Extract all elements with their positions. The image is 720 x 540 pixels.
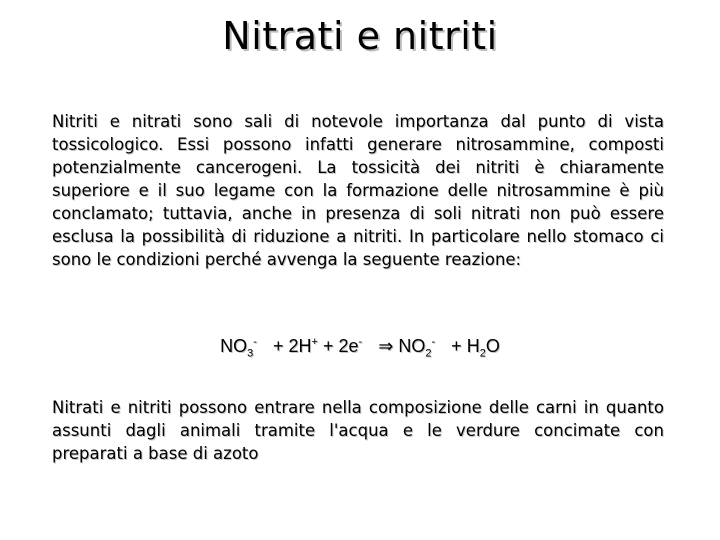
intro-paragraph: Nitriti e nitrati sono sali di notevole importanza dal punto di vista tossicologico. Essi possono infatti generare nitrosammine, composti potenzialmente cancerogeni. La tossicità dei nitriti è chiaramente superiore e il suo legame con la formazione delle nitrosammine è più conclamato; tuttavia, anche in presenza di soli nitrati non può essere esclusa la possibilità di riduzione a nitriti. In particolare nello stomaco ci sono le condizioni perché avvenga la seguente reazione:	[52, 112, 664, 269]
proton-formula: 2H+	[288, 336, 318, 356]
plus-sign: +	[322, 336, 334, 356]
reaction-arrow-icon: ⇒	[378, 336, 394, 357]
plus-sign: +	[451, 336, 462, 356]
nitrate-formula: $NO_3^-$	[220, 336, 257, 360]
plus-sign: +	[272, 336, 284, 356]
reaction-equation	[0, 336, 720, 360]
water-formula: $H_2O$	[466, 336, 500, 360]
closing-paragraph: Nitrati e nitriti possono entrare nella composizione delle carni in quanto assunti dagli animali tramite l'acqua e le verdure concimate con preparati a base di azoto	[52, 398, 664, 463]
nitrite-formula: $NO_2^-$	[398, 336, 436, 360]
slide-title: Nitrati e nitriti	[222, 14, 498, 58]
electron-formula: 2e-	[338, 336, 363, 356]
